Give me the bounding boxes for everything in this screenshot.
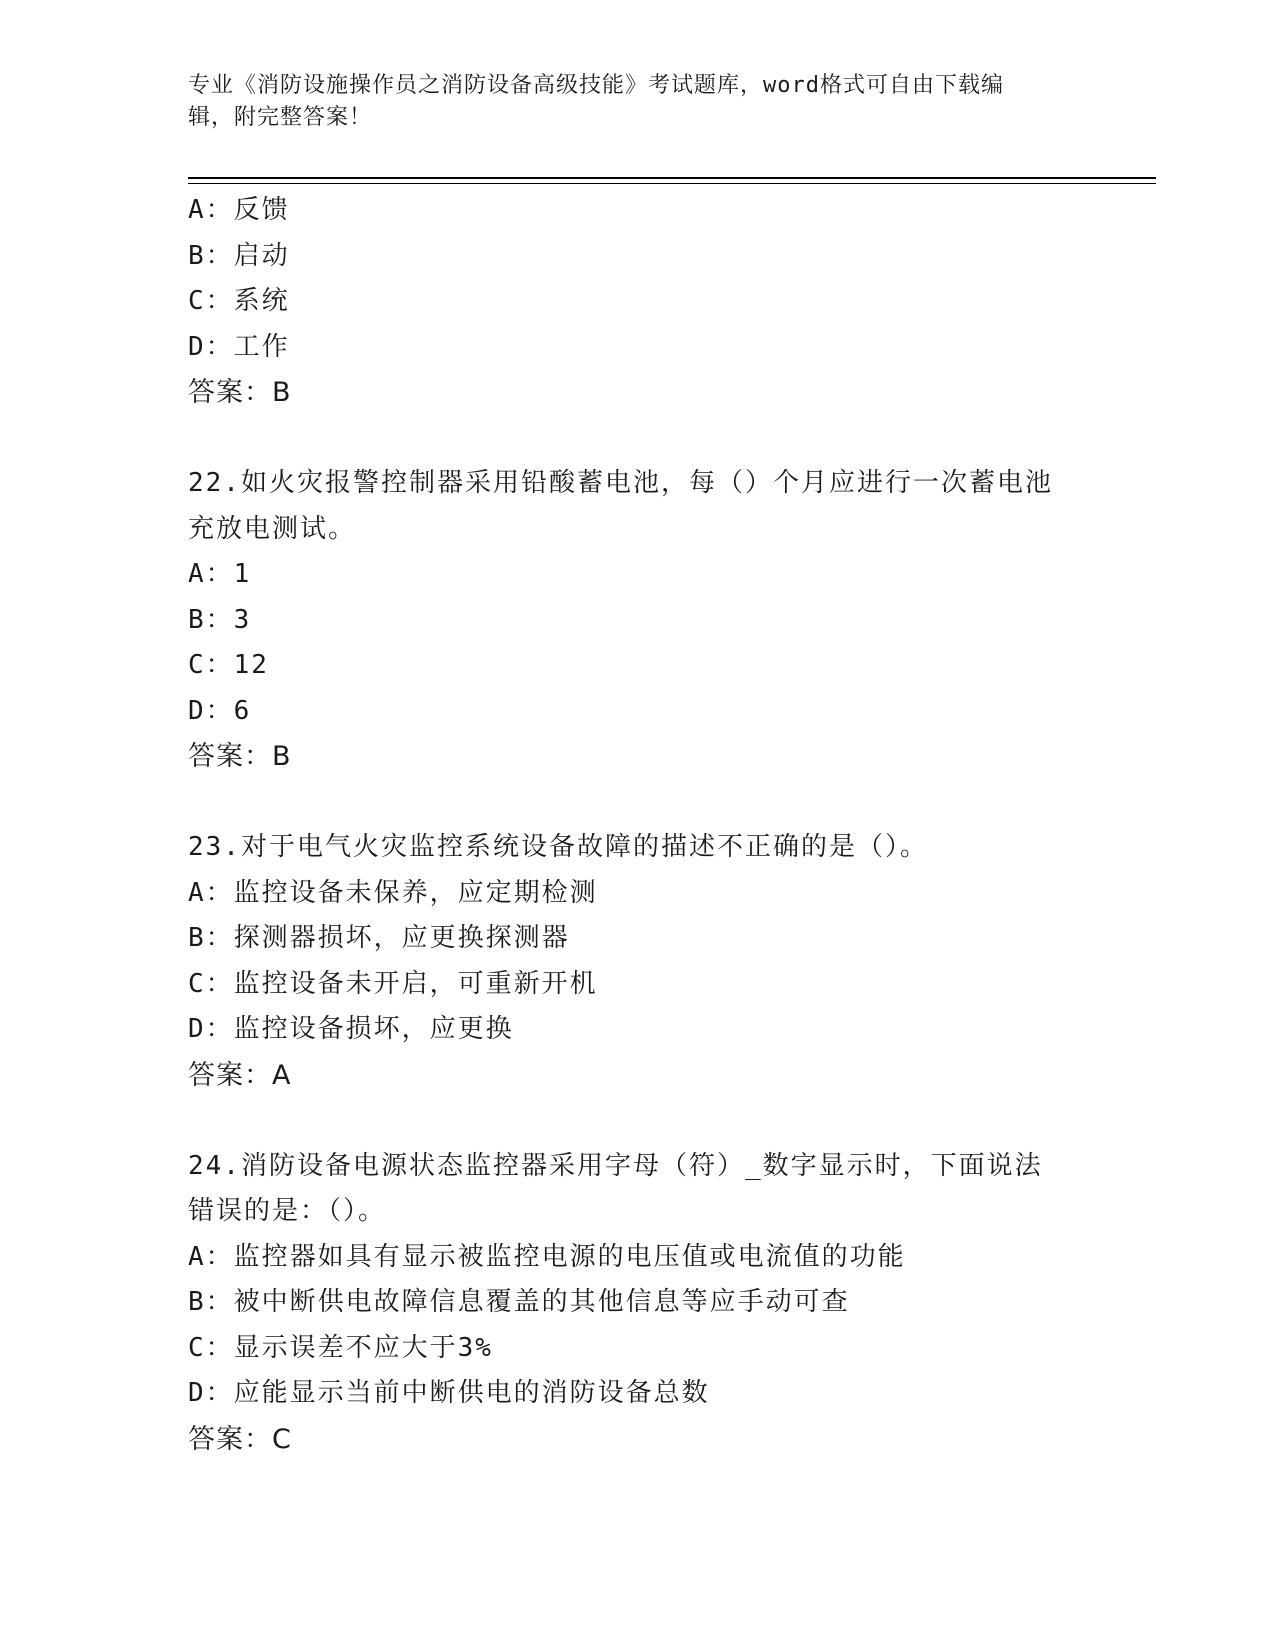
option-d: D：工作 (188, 331, 290, 362)
answer-line: 答案：A (188, 1059, 292, 1091)
option-c: C：12 (188, 650, 269, 680)
option-d: D：监控设备损坏，应更换 (188, 1014, 514, 1044)
header-divider-thin (188, 183, 1156, 184)
option-d: D：6 (188, 695, 252, 726)
question-block-21 (188, 188, 1088, 416)
header-line-2: 辑，附完整答案！ (188, 105, 373, 130)
option-c: C：显示误差不应大于3% (188, 1332, 493, 1363)
option-a: A：反馈 (188, 195, 290, 225)
question-text-line-1: 23.对于电气火灾监控系统设备故障的描述不正确的是（）。 (188, 832, 928, 862)
option-d: D：应能显示当前中断供电的消防设备总数 (188, 1378, 710, 1408)
option-b: B：被中断供电故障信息覆盖的其他信息等应手动可查 (188, 1287, 850, 1317)
question-text-line-1: 22.如火灾报警控制器采用铅酸蓄电池，每（）个月应进行一次蓄电池 (188, 468, 1053, 498)
document-header (188, 70, 1068, 134)
answer-line: 答案：B (188, 377, 292, 408)
option-c: C：系统 (188, 286, 290, 316)
option-b: B：启动 (188, 240, 290, 271)
question-block-22 (188, 461, 1088, 780)
option-a: A：监控设备未保养，应定期检测 (188, 877, 598, 908)
question-text-line-1: 24.消防设备电源状态监控器采用字母（符）_数字显示时，下面说法 (188, 1150, 1043, 1181)
question-text-line-2: 充放电测试。 (188, 513, 357, 544)
question-text-line-2: 错误的是：（）。 (188, 1196, 387, 1226)
header-divider-thick (188, 177, 1156, 179)
answer-line: 答案：C (188, 1423, 292, 1455)
option-a: A：监控器如具有显示被监控电源的电压值或电流值的功能 (188, 1241, 906, 1272)
option-c: C：监控设备未开启，可重新开机 (188, 968, 598, 999)
question-block-24 (188, 1144, 1088, 1463)
question-block-23 (188, 825, 1088, 1098)
option-a: A：1 (188, 559, 252, 589)
question-list (188, 188, 1088, 1462)
option-b: B：探测器损坏，应更换探测器 (188, 923, 570, 953)
option-b: B：3 (188, 604, 252, 635)
answer-line: 答案：B (188, 741, 292, 772)
header-line-1: 专业《消防设施操作员之消防设备高级技能》考试题库，word格式可自由下载编 (188, 73, 1004, 98)
